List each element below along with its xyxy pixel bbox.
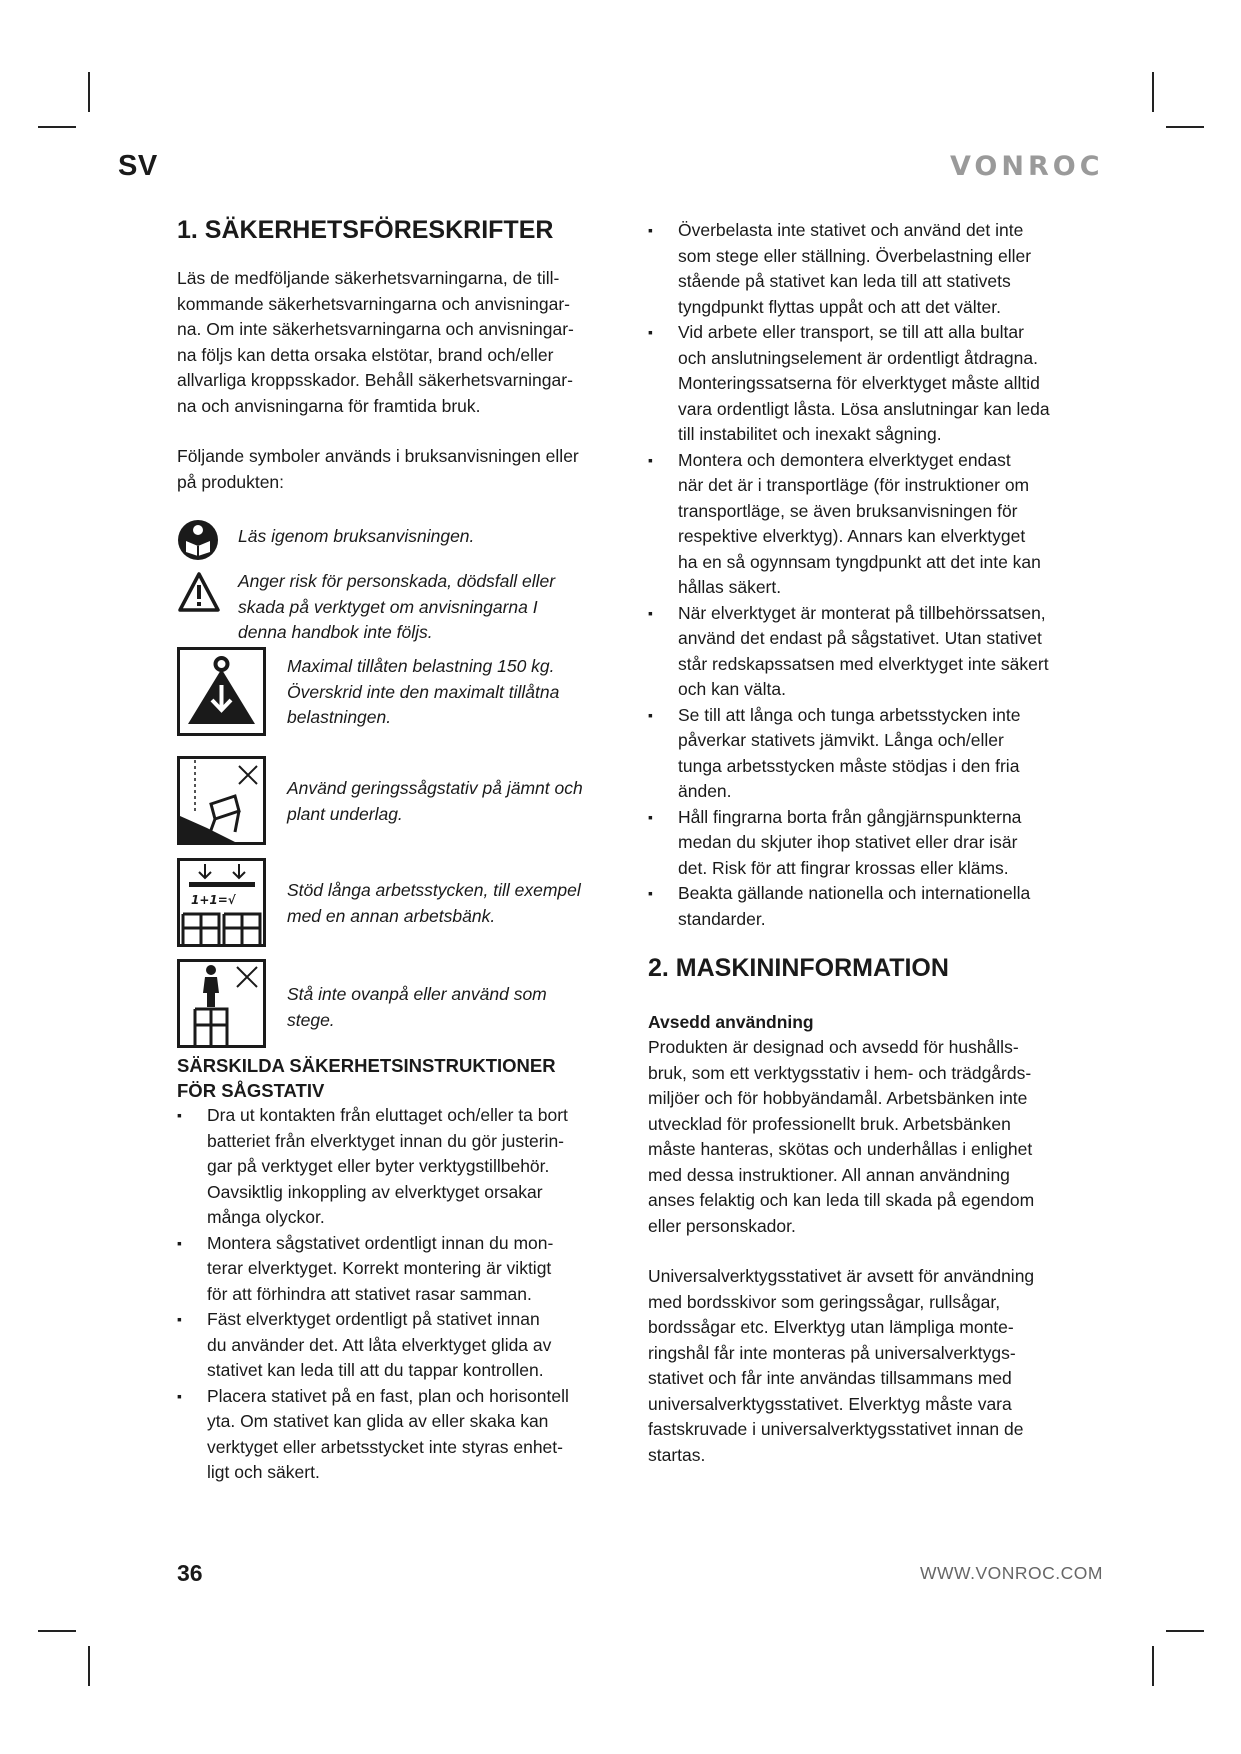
icon-label: 1+1=√	[191, 893, 236, 907]
intended-use-heading: Avsedd användning	[648, 1012, 814, 1032]
text-line: stående på stativet kan leda till att stativets	[678, 271, 1011, 291]
read-manual-icon	[177, 519, 219, 561]
symbol-text: Anger risk för personskada, dödsfall eller	[238, 571, 556, 591]
bullet-icon: ▪	[177, 1234, 182, 1251]
symbol-row	[177, 563, 629, 647]
bullet-icon: ▪	[648, 885, 653, 901]
symbol-row	[177, 858, 629, 959]
list-item	[648, 881, 1100, 932]
heading-line: FÖR SÅGSTATIV	[177, 1080, 325, 1101]
text-line: tunga arbetsstycken måste stödjas i den fria	[678, 755, 1020, 776]
bullet-icon: ▪	[177, 1311, 182, 1327]
text-line: batteriet från elverktyget innan du gör justerin-	[207, 1130, 564, 1151]
text-line: Universalverktygsstativet är avsett för användning	[648, 1266, 1035, 1286]
symbol-row	[177, 513, 629, 563]
list-item	[177, 1384, 629, 1486]
text-line: Vid arbete eller transport, se till att alla bultar	[678, 322, 1024, 342]
text-line: Montera och demontera elverktyget endast	[678, 449, 1011, 470]
language-code: SV	[118, 150, 158, 182]
website-link: WWW.VONROC.COM	[920, 1563, 1103, 1583]
section-title-safety: 1. SÄKERHETSFÖRESKRIFTER	[177, 216, 554, 244]
symbol-text: Maximal tillåten belastning 150 kg.	[287, 656, 555, 676]
text-line: När elverktyget är monterat på tillbehörssatsen,	[678, 602, 1046, 623]
text-line: startas.	[648, 1444, 706, 1465]
level-surface-icon	[177, 756, 266, 845]
saw-stand-instructions-list	[177, 1103, 629, 1486]
text-line: du använder det. Att låta elverktyget glida av	[207, 1334, 552, 1355]
symbol-text: denna handbok inte följs.	[238, 622, 433, 642]
crop-mark	[88, 1646, 90, 1686]
text-line: anses felaktig och kan leda till skada på egendom	[648, 1190, 1035, 1210]
text-line: hållas säkert.	[678, 577, 782, 597]
text-line: na och anvisningarna för framtida bruk.	[177, 395, 481, 416]
text-line: som stege eller ställning. Överbelastning eller	[678, 245, 1032, 266]
section-title-machine-info: 2. MASKININFORMATION	[648, 954, 949, 982]
text-line: utvecklad för professionellt bruk. Arbetsbänken	[648, 1113, 1011, 1134]
text-line: allvarliga kroppsskador. Behåll säkerhetsvarningar-	[177, 370, 573, 390]
text-line: bruk, som ett verktygsstativ i hem- och trädgårds-	[648, 1062, 1032, 1083]
list-item	[177, 1231, 629, 1308]
text-line: miljöer och för hobbyändamål. Arbetsbänken inte	[648, 1088, 1028, 1108]
right-column	[648, 218, 1100, 1468]
text-line: transportläge, se även bruksanvisningen för	[678, 500, 1018, 521]
support-workpiece-icon	[177, 858, 266, 947]
no-standing-icon	[177, 959, 266, 1048]
symbol-text: Stöd långa arbetsstycken, till exempel	[287, 880, 581, 900]
brand-logo: VONROC	[950, 151, 1104, 182]
crop-mark	[1166, 126, 1204, 128]
text-line: till instabilitet och inexakt sågning.	[678, 424, 942, 444]
bullet-icon: ▪	[648, 808, 653, 825]
text-line: och anslutningselement är ordentligt åtdragna.	[678, 347, 1038, 368]
symbol-text: Använd geringssågstativ på jämnt och	[287, 778, 583, 798]
general-instructions-list	[648, 218, 1100, 932]
text-line: det. Risk för att fingrar krossas eller kläms.	[678, 857, 1009, 878]
bullet-icon: ▪	[177, 1107, 182, 1123]
text-line: eller personskador.	[648, 1215, 796, 1236]
warning-triangle-icon	[177, 571, 221, 613]
text-line: många olyckor.	[207, 1207, 325, 1227]
special-safety-heading	[177, 1053, 629, 1103]
crop-mark	[38, 126, 76, 128]
list-item	[648, 601, 1100, 703]
text-line: Beakta gällande nationella och internationella	[678, 883, 1031, 903]
text-line: Monteringssatserna för elverktyget måste alltid	[678, 373, 1040, 393]
text-line: Montera sågstativet ordentligt innan du mon-	[207, 1232, 554, 1253]
crop-mark	[38, 1630, 76, 1632]
text-line: på produkten:	[177, 471, 285, 492]
text-line: står redskapssatsen med elverktyget inte säkert	[678, 653, 1049, 674]
text-line: använd det endast på sågstativet. Utan stativet	[678, 628, 1042, 648]
text-line: måste hanteras, skötas och underhållas i enlighet	[648, 1139, 1033, 1159]
text-line: gar på verktyget eller byter verktygstillbehör.	[207, 1156, 550, 1176]
symbol-text: stege.	[287, 1009, 335, 1030]
text-line: när det är i transportläge (för instruktioner om	[678, 475, 1030, 495]
text-line: standarder.	[678, 908, 766, 929]
bullet-icon: ▪	[648, 604, 653, 621]
list-item	[177, 1307, 629, 1384]
symbols-intro	[177, 444, 629, 495]
text-line: Oavsiktlig inkoppling av elverktyget orsakar	[207, 1181, 543, 1202]
text-line: Se till att långa och tunga arbetsstycken inte	[678, 704, 1021, 725]
text-line: verktyget eller arbetsstycket inte styras enhet-	[207, 1436, 563, 1457]
text-line: universalverktygsstativet. Elverktyg måste vara	[648, 1393, 1012, 1414]
text-line: Följande symboler används i bruksanvisningen eller	[177, 446, 579, 466]
symbol-row	[177, 756, 629, 858]
text-line: Produkten är designad och avsedd för hushålls-	[648, 1037, 1019, 1057]
text-line: ringshål får inte monteras på universalverktygs-	[648, 1342, 1016, 1363]
text-line: Dra ut kontakten från eluttaget och/eller ta bort	[207, 1105, 568, 1125]
text-line: ha en så ogynnsam tyngdpunkt att det inte kan	[678, 551, 1041, 572]
list-item	[648, 703, 1100, 805]
crop-mark	[1152, 72, 1154, 112]
symbol-row	[177, 647, 629, 756]
symbol-text: Läs igenom bruksanvisningen.	[238, 526, 475, 546]
bullet-icon: ▪	[648, 324, 653, 340]
bullet-icon: ▪	[177, 1387, 182, 1404]
intended-use-paragraph	[648, 1035, 1100, 1239]
text-line: ligt och säkert.	[207, 1462, 320, 1482]
text-line: påverkar stativets jämvikt. Långa och/eller	[678, 730, 1004, 750]
text-line: med dessa instruktioner. All annan användning	[648, 1164, 1010, 1185]
crop-mark	[88, 72, 90, 112]
text-line: änden.	[678, 781, 732, 801]
symbol-text: belastningen.	[287, 707, 392, 727]
symbol-text: Överskrid inte den maximalt tillåtna	[287, 681, 560, 702]
list-item	[177, 1103, 629, 1231]
heading-line: SÄRSKILDA SÄKERHETSINSTRUKTIONER	[177, 1055, 556, 1076]
text-line: respektive elverktyg). Annars kan elverktyget	[678, 526, 1026, 546]
text-line: na följs kan detta orsaka elstötar, brand och/eller	[177, 344, 554, 365]
text-line: Fäst elverktyget ordentligt på stativet innan	[207, 1309, 540, 1329]
text-line: medan du skjuter ihop stativet eller drar isär	[678, 832, 1018, 852]
text-line: terar elverktyget. Korrekt montering är viktigt	[207, 1258, 552, 1278]
text-line: tyngdpunkt flyttas uppåt och att det välter.	[678, 296, 1001, 317]
crop-mark	[1166, 1630, 1204, 1632]
text-line: stativet kan leda till att du tappar kontrollen.	[207, 1360, 544, 1380]
bullet-icon: ▪	[648, 222, 653, 238]
text-line: Placera stativet på en fast, plan och horisontell	[207, 1385, 569, 1406]
left-column	[177, 214, 629, 1486]
text-line: stativet och får inte användas tillsammans med	[648, 1368, 1012, 1388]
symbol-text: plant underlag.	[287, 803, 403, 824]
crop-mark	[1152, 1646, 1154, 1686]
text-line: med bordsskivor som geringssågar, rullsågar,	[648, 1291, 1001, 1312]
text-line: na. Om inte säkerhetsvarningarna och anvisningar-	[177, 319, 574, 339]
text-line: Läs de medföljande säkerhetsvarningarna, de till-	[177, 268, 560, 288]
list-item	[648, 805, 1100, 882]
universal-stand-paragraph	[648, 1264, 1100, 1468]
text-line: Håll fingrarna borta från gångjärnspunkterna	[678, 806, 1022, 827]
bullet-icon: ▪	[648, 451, 653, 468]
symbol-text: med en annan arbetsbänk.	[287, 905, 496, 926]
page-number: 36	[177, 1560, 203, 1586]
list-item	[648, 218, 1100, 320]
text-line: kommande säkerhetsvarningarna och anvisningar-	[177, 293, 570, 314]
symbol-row	[177, 959, 629, 1053]
list-item	[648, 320, 1100, 448]
list-item	[648, 448, 1100, 601]
text-line: och kan välta.	[678, 679, 786, 699]
symbol-text: Stå inte ovanpå eller använd som	[287, 984, 547, 1004]
text-line: yta. Om stativet kan glida av eller skaka kan	[207, 1411, 549, 1431]
text-line: fastskruvade i universalverktygsstativet innan de	[648, 1419, 1024, 1439]
text-line: vara ordentligt låsta. Lösa anslutningar kan leda	[678, 398, 1050, 419]
bullet-icon: ▪	[648, 706, 653, 723]
max-load-icon	[177, 647, 266, 736]
symbol-text: skada på verktyget om anvisningarna I	[238, 596, 538, 617]
intro-paragraph	[177, 266, 629, 419]
text-line: bordssågar etc. Elverktyg utan lämpliga monte-	[648, 1317, 1014, 1337]
text-line: Överbelasta inte stativet och använd det inte	[678, 220, 1024, 240]
text-line: för att förhindra att stativet rasar samman.	[207, 1283, 532, 1304]
